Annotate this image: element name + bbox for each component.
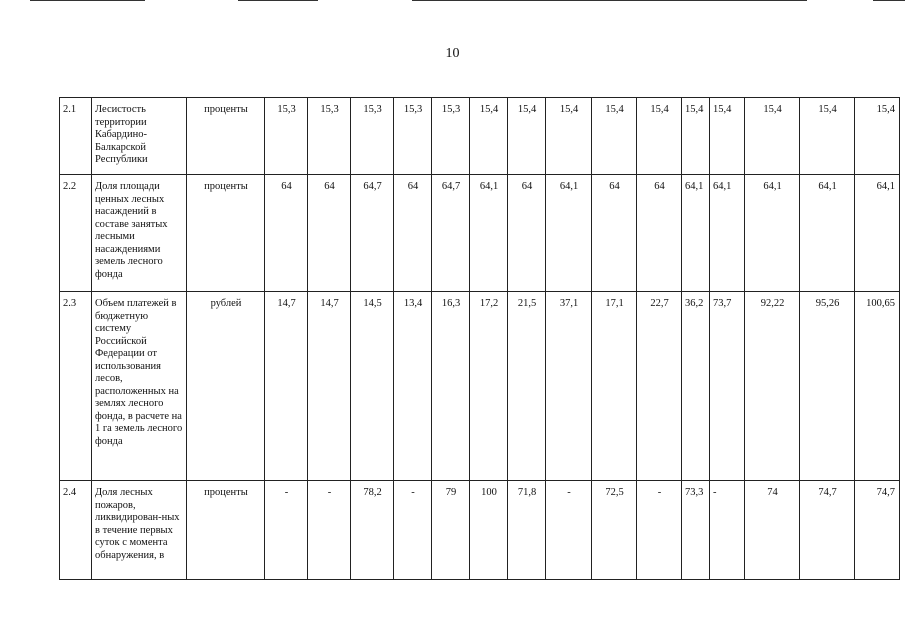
indicator-name: Доля площади ценных лесных насаждений в составе занятых лесными насаждениями земель лесного фонда <box>92 175 187 292</box>
indicator-name: Лесистость территории Кабардино-Балкарской Республики <box>92 98 187 175</box>
value-cell: 15,3 <box>351 98 394 175</box>
value-cell: 14,5 <box>351 292 394 481</box>
value-cell: 92,22 <box>745 292 800 481</box>
value-cell: 15,3 <box>394 98 432 175</box>
value-cell: 15,4 <box>546 98 592 175</box>
page-number: 10 <box>445 46 460 61</box>
value-cell: 15,4 <box>470 98 508 175</box>
value-cell: 64,7 <box>351 175 394 292</box>
value-cell: 15,4 <box>800 98 855 175</box>
value-cell: 15,4 <box>592 98 637 175</box>
top-rule-3 <box>412 0 807 1</box>
value-cell: 15,4 <box>745 98 800 175</box>
value-cell: 64,7 <box>432 175 470 292</box>
value-cell: 64,1 <box>710 175 745 292</box>
value-cell: 15,4 <box>637 98 682 175</box>
table-row <box>60 175 900 292</box>
value-cell: - <box>308 481 351 580</box>
indicators-table <box>59 97 900 580</box>
value-cell: 74,7 <box>800 481 855 580</box>
value-cell: 64,1 <box>745 175 800 292</box>
value-cell: 72,5 <box>592 481 637 580</box>
value-cell: 73,3 <box>682 481 710 580</box>
value-cell: 64 <box>394 175 432 292</box>
value-cell: - <box>394 481 432 580</box>
value-cell: 15,4 <box>508 98 546 175</box>
value-cell: 15,3 <box>308 98 351 175</box>
value-cell: 64,1 <box>546 175 592 292</box>
value-cell: 64 <box>308 175 351 292</box>
value-cell: 79 <box>432 481 470 580</box>
value-cell: - <box>710 481 745 580</box>
top-rule-4 <box>873 0 905 1</box>
value-cell: - <box>637 481 682 580</box>
value-cell: 64,1 <box>470 175 508 292</box>
value-cell: 22,7 <box>637 292 682 481</box>
unit-cell: проценты <box>187 175 265 292</box>
value-cell: 64 <box>508 175 546 292</box>
table-body <box>60 98 900 580</box>
value-cell: 64,1 <box>800 175 855 292</box>
value-cell: 74,7 <box>855 481 900 580</box>
value-cell: - <box>265 481 308 580</box>
value-cell: 15,3 <box>432 98 470 175</box>
unit-cell: проценты <box>187 481 265 580</box>
top-rule-1 <box>30 0 145 1</box>
value-cell: 71,8 <box>508 481 546 580</box>
value-cell: 73,7 <box>710 292 745 481</box>
value-cell: 64 <box>265 175 308 292</box>
value-cell: 15,4 <box>710 98 745 175</box>
value-cell: 64 <box>637 175 682 292</box>
indicator-name: Доля лесных пожаров, ликвидирован-ных в течение первых суток с момента обнаружения, в <box>92 481 187 580</box>
value-cell: 21,5 <box>508 292 546 481</box>
value-cell: 37,1 <box>546 292 592 481</box>
value-cell: 15,3 <box>265 98 308 175</box>
value-cell: 13,4 <box>394 292 432 481</box>
value-cell: 100 <box>470 481 508 580</box>
value-cell: 74 <box>745 481 800 580</box>
indicator-name: Объем платежей в бюджетную систему Российской Федерации от использования лесов, расположенных на землях лесного фонда, в расчете на 1 га земель лесного фонда <box>92 292 187 481</box>
row-number: 2.1 <box>60 98 92 175</box>
value-cell: 17,2 <box>470 292 508 481</box>
value-cell: 15,4 <box>682 98 710 175</box>
value-cell: 14,7 <box>308 292 351 481</box>
table-row <box>60 481 900 580</box>
value-cell: 100,65 <box>855 292 900 481</box>
value-cell: 64,1 <box>855 175 900 292</box>
unit-cell: рублей <box>187 292 265 481</box>
value-cell: 17,1 <box>592 292 637 481</box>
value-cell: 64,1 <box>682 175 710 292</box>
unit-cell: проценты <box>187 98 265 175</box>
value-cell: 16,3 <box>432 292 470 481</box>
top-rule-2 <box>238 0 318 1</box>
row-number: 2.3 <box>60 292 92 481</box>
value-cell: 78,2 <box>351 481 394 580</box>
row-number: 2.4 <box>60 481 92 580</box>
value-cell: 95,26 <box>800 292 855 481</box>
value-cell: 36,2 <box>682 292 710 481</box>
row-number: 2.2 <box>60 175 92 292</box>
table-row <box>60 292 900 481</box>
value-cell: - <box>546 481 592 580</box>
table-row <box>60 98 900 175</box>
value-cell: 15,4 <box>855 98 900 175</box>
value-cell: 64 <box>592 175 637 292</box>
value-cell: 14,7 <box>265 292 308 481</box>
